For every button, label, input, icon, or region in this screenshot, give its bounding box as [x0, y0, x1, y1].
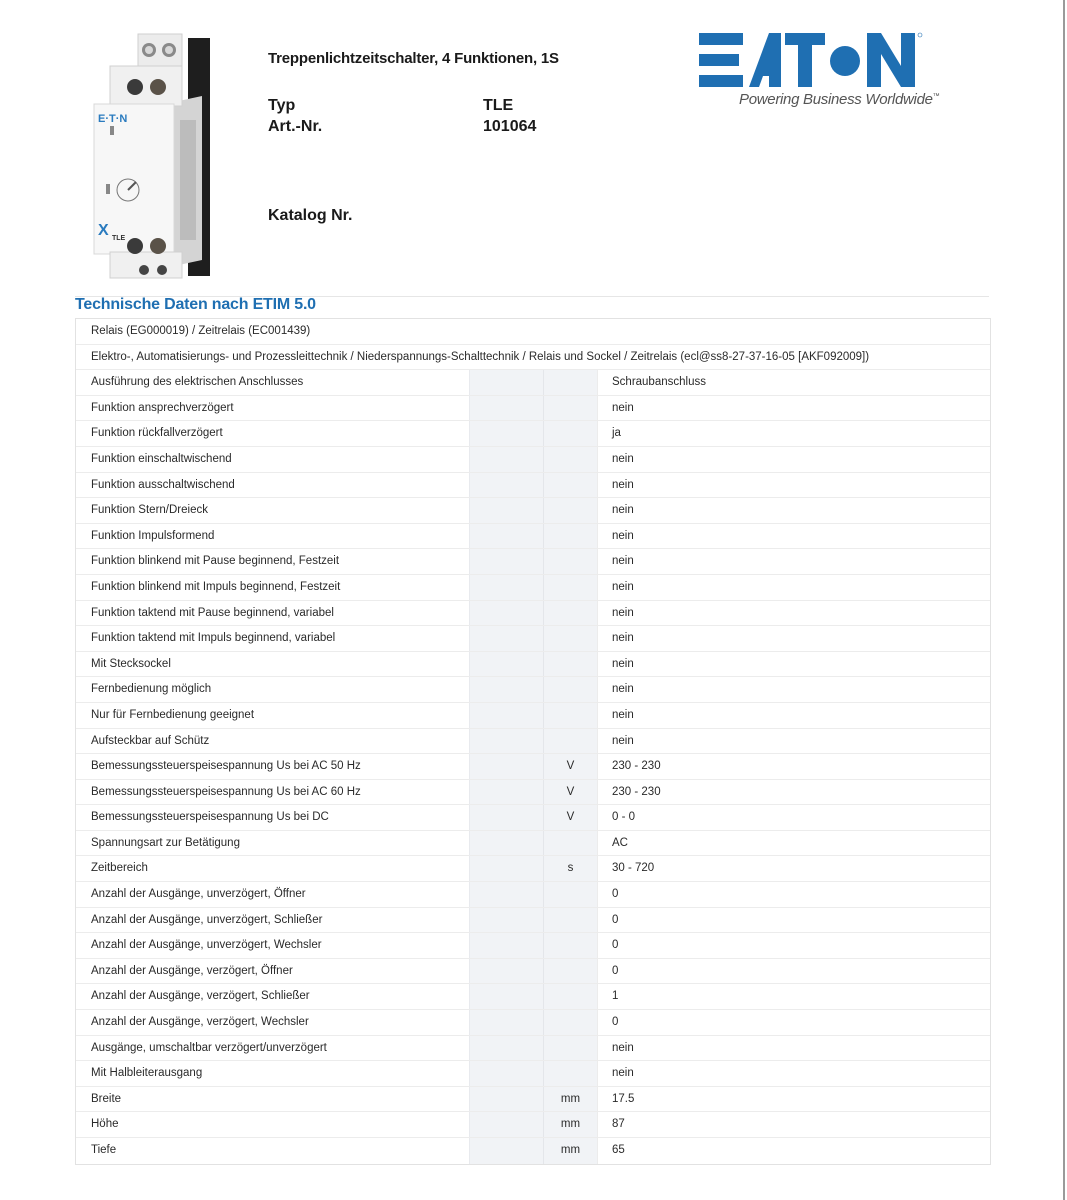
row-value: nein [597, 652, 990, 677]
row-spacer [469, 370, 543, 395]
row-value: nein [597, 601, 990, 626]
table-row [76, 1010, 990, 1036]
row-value: 0 [597, 933, 990, 958]
table-row [76, 601, 990, 627]
row-unit [543, 1061, 597, 1086]
logo-tagline: Powering Business Worldwide™ [739, 91, 940, 108]
row-label: Nur für Fernbedienung geeignet [91, 708, 255, 721]
row-unit: mm [543, 1112, 597, 1137]
row-unit [543, 831, 597, 856]
row-label: Ausführung des elektrischen Anschlusses [91, 376, 304, 389]
row-unit [543, 959, 597, 984]
row-label: Anzahl der Ausgänge, unverzögert, Wechsler [91, 939, 322, 952]
row-label: Funktion blinkend mit Pause beginnend, Festzeit [91, 555, 340, 568]
table-row [76, 729, 990, 755]
row-spacer [469, 729, 543, 754]
row-label: Funktion blinkend mit Impuls beginnend, Festzeit [91, 580, 341, 593]
row-unit [543, 882, 597, 907]
row-unit [543, 703, 597, 728]
row-value: nein [597, 575, 990, 600]
row-label: Spannungsart zur Betätigung [91, 836, 240, 849]
table-row [76, 652, 990, 678]
row-value: 17.5 [597, 1087, 990, 1112]
row-label: Zeitbereich [91, 862, 148, 875]
class-line: Relais (EG000019) / Zeitrelais (EC001439) [91, 325, 311, 337]
svg-text:E·T·N: E·T·N [98, 113, 128, 125]
row-label: Ausgänge, umschaltbar verzögert/unverzögert [91, 1041, 327, 1054]
product-title: Treppenlichtzeitschalter, 4 Funktionen, 1S [268, 50, 559, 67]
row-spacer [469, 1112, 543, 1137]
row-spacer [469, 473, 543, 498]
row-spacer [469, 856, 543, 881]
path-row [76, 345, 990, 371]
row-spacer [469, 524, 543, 549]
row-label: Funktion taktend mit Impuls beginnend, variabel [91, 632, 336, 645]
row-label: Funktion ansprechverzögert [91, 401, 234, 414]
row-label: Funktion rückfallverzögert [91, 427, 223, 440]
row-value: 0 [597, 1010, 990, 1035]
row-label: Funktion einschaltwischend [91, 452, 232, 465]
row-spacer [469, 396, 543, 421]
row-label: Funktion Stern/Dreieck [91, 504, 208, 517]
row-value: nein [597, 729, 990, 754]
row-spacer [469, 601, 543, 626]
typ-label: Typ [268, 97, 296, 114]
table-row [76, 677, 990, 703]
row-value: 0 [597, 908, 990, 933]
row-value: nein [597, 1036, 990, 1061]
row-label: Bemessungssteuerspeisespannung Us bei AC 60 Hz [91, 785, 361, 798]
row-value: nein [597, 703, 990, 728]
table-row [76, 1112, 990, 1138]
row-value: nein [597, 626, 990, 651]
row-label: Anzahl der Ausgänge, unverzögert, Schließer [91, 913, 323, 926]
table-row [76, 984, 990, 1010]
row-unit [543, 447, 597, 472]
table-row [76, 831, 990, 857]
row-label: Funktion Impulsformend [91, 529, 215, 542]
row-spacer [469, 447, 543, 472]
table-row [76, 1087, 990, 1113]
row-spacer [469, 933, 543, 958]
row-label: Mit Stecksockel [91, 657, 171, 670]
row-spacer [469, 805, 543, 830]
row-value: nein [597, 498, 990, 523]
path-line: Elektro-, Automatisierungs- und Prozessleittechnik / Niederspannungs-Schalttechnik / Relais und Sockel / Zeitrelais (ecl@ss8-27-37-16-05 [AKF092009]) [91, 350, 870, 363]
row-spacer [469, 652, 543, 677]
row-label: Funktion taktend mit Pause beginnend, variabel [91, 606, 334, 619]
art-nr-label: Art.-Nr. [268, 118, 323, 135]
row-label: Höhe [91, 1118, 119, 1131]
table-row [76, 1036, 990, 1062]
row-label: Bemessungssteuerspeisespannung Us bei AC 50 Hz [91, 760, 361, 773]
row-spacer [469, 754, 543, 779]
row-spacer [469, 1061, 543, 1086]
row-value: 0 - 0 [597, 805, 990, 830]
row-value: 65 [597, 1138, 990, 1164]
row-label: Mit Halbleiterausgang [91, 1067, 203, 1080]
row-value: AC [597, 831, 990, 856]
row-unit: V [543, 780, 597, 805]
row-unit [543, 524, 597, 549]
table-row [76, 1061, 990, 1087]
row-unit [543, 984, 597, 1009]
row-unit: V [543, 754, 597, 779]
row-spacer [469, 780, 543, 805]
class-row [76, 319, 990, 345]
svg-text:X: X [98, 222, 109, 239]
row-value: nein [597, 524, 990, 549]
row-unit [543, 908, 597, 933]
row-label: Anzahl der Ausgänge, unverzögert, Öffner [91, 888, 306, 901]
row-value: 87 [597, 1112, 990, 1137]
page-edge-rule [1063, 0, 1065, 1200]
product-image [88, 30, 218, 286]
row-value: 230 - 230 [597, 754, 990, 779]
row-spacer [469, 626, 543, 651]
row-spacer [469, 831, 543, 856]
row-value: Schraubanschluss [597, 370, 990, 395]
row-spacer [469, 549, 543, 574]
row-spacer [469, 882, 543, 907]
table-row [76, 882, 990, 908]
row-value: nein [597, 1061, 990, 1086]
table-row [76, 933, 990, 959]
row-label: Breite [91, 1092, 122, 1105]
row-unit [543, 729, 597, 754]
row-unit [543, 396, 597, 421]
row-unit [543, 626, 597, 651]
row-label: Anzahl der Ausgänge, verzögert, Wechsler [91, 1016, 309, 1029]
row-unit: s [543, 856, 597, 881]
row-value: ja [597, 421, 990, 446]
row-label: Bemessungssteuerspeisespannung Us bei DC [91, 811, 329, 824]
row-unit [543, 677, 597, 702]
row-value: nein [597, 447, 990, 472]
row-spacer [469, 1087, 543, 1112]
row-unit [543, 652, 597, 677]
row-label: Tiefe [91, 1144, 117, 1156]
table-row [76, 780, 990, 806]
row-spacer [469, 959, 543, 984]
row-spacer [469, 984, 543, 1009]
row-unit: mm [543, 1087, 597, 1112]
row-label: Funktion ausschaltwischend [91, 478, 235, 491]
row-value: 0 [597, 882, 990, 907]
row-spacer [469, 1138, 543, 1164]
table-row [76, 575, 990, 601]
row-unit [543, 1010, 597, 1035]
row-value: nein [597, 549, 990, 574]
section-title: Technische Daten nach ETIM 5.0 [75, 296, 316, 313]
table-row [76, 959, 990, 985]
table-row [76, 626, 990, 652]
row-value: 1 [597, 984, 990, 1009]
table-row [76, 908, 990, 934]
row-spacer [469, 498, 543, 523]
row-value: nein [597, 396, 990, 421]
table-row [76, 856, 990, 882]
row-unit [543, 473, 597, 498]
table-row [76, 370, 990, 396]
row-label: Aufsteckbar auf Schütz [91, 734, 210, 747]
art-nr-value: 101064 [483, 118, 537, 135]
row-unit [543, 933, 597, 958]
row-value: 230 - 230 [597, 780, 990, 805]
row-spacer [469, 421, 543, 446]
row-unit: V [543, 805, 597, 830]
table-row [76, 1138, 990, 1164]
row-spacer [469, 703, 543, 728]
katalog-label: Katalog Nr. [268, 207, 353, 224]
table-row [76, 805, 990, 831]
spec-table [75, 318, 991, 1165]
row-spacer [469, 575, 543, 600]
row-spacer [469, 1036, 543, 1061]
row-unit [543, 601, 597, 626]
table-row [76, 703, 990, 729]
row-value: 0 [597, 959, 990, 984]
svg-text:TLE: TLE [112, 235, 126, 242]
row-spacer [469, 908, 543, 933]
row-value: nein [597, 677, 990, 702]
row-unit [543, 370, 597, 395]
row-unit [543, 498, 597, 523]
table-row [76, 524, 990, 550]
row-unit [543, 1036, 597, 1061]
row-spacer [469, 677, 543, 702]
table-row [76, 754, 990, 780]
row-label: Anzahl der Ausgänge, verzögert, Öffner [91, 964, 293, 977]
row-unit: mm [543, 1138, 597, 1164]
row-unit [543, 421, 597, 446]
row-label: Fernbedienung möglich [91, 683, 212, 696]
table-row [76, 498, 990, 524]
row-value: nein [597, 473, 990, 498]
row-label: Anzahl der Ausgänge, verzögert, Schließer [91, 990, 310, 1003]
table-row [76, 447, 990, 473]
row-spacer [469, 1010, 543, 1035]
row-unit [543, 549, 597, 574]
table-row [76, 421, 990, 447]
row-unit [543, 575, 597, 600]
row-value: 30 - 720 [597, 856, 990, 881]
table-row [76, 473, 990, 499]
table-row [76, 396, 990, 422]
table-row [76, 549, 990, 575]
typ-value: TLE [483, 97, 514, 114]
